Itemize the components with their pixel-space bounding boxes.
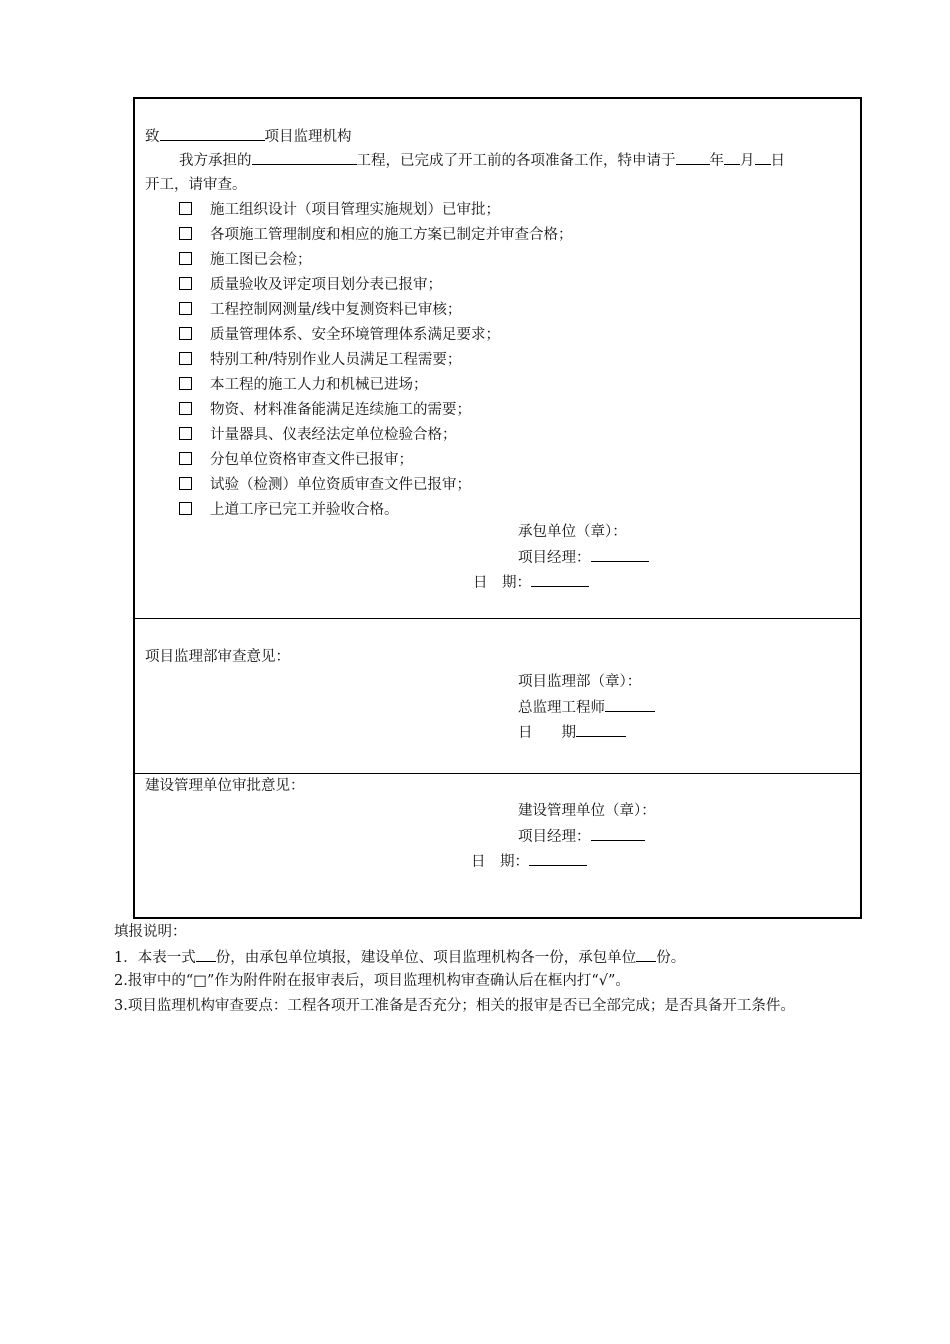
supervision-date-blank[interactable]	[576, 722, 626, 737]
note-1-text-c: 份。	[656, 950, 686, 966]
addressee-blank[interactable]	[160, 126, 265, 141]
owner-date-label: 日 期：	[471, 854, 529, 870]
supervision-date-line	[518, 722, 626, 743]
checklist-item	[179, 275, 442, 295]
to-suffix: 项目监理机构	[264, 129, 352, 145]
checkbox[interactable]	[179, 427, 192, 440]
checklist-label: 分包单位资格审查文件已报审；	[210, 452, 413, 468]
contractor-date-blank[interactable]	[531, 572, 589, 587]
checklist-item	[179, 425, 457, 445]
to-prefix: 致	[145, 129, 160, 145]
checklist-item	[179, 300, 461, 320]
checklist-label: 特别工种/特别作业人员满足工程需要；	[210, 352, 462, 368]
owner-title: 建设管理单位审批意见：	[145, 778, 305, 794]
checklist-label: 工程控制网测量/线中复测资料已审核；	[210, 302, 462, 318]
contractor-manager-line	[518, 547, 649, 568]
owner-date-blank[interactable]	[529, 851, 587, 866]
owner-date-line	[471, 851, 587, 872]
checklist-label: 上道工序已完工并验收合格。	[210, 502, 399, 518]
checkbox[interactable]	[179, 352, 192, 365]
checklist-item	[179, 500, 399, 520]
notes-title: 填报说明：	[114, 924, 187, 940]
chief-engineer-line	[518, 697, 655, 718]
checklist-label: 施工组织设计（项目管理实施规划）已审批；	[210, 202, 500, 218]
checkbox[interactable]	[179, 227, 192, 240]
intro-text-c: 开工，请审查。	[145, 177, 247, 193]
owner-manager-line	[518, 826, 645, 847]
month-label: 月	[740, 153, 755, 169]
supervision-review-section	[135, 618, 860, 774]
checkbox[interactable]	[179, 202, 192, 215]
checkbox[interactable]	[179, 302, 192, 315]
checklist-label: 试验（检测）单位资质审查文件已报审；	[210, 477, 471, 493]
day-blank[interactable]	[755, 150, 771, 165]
checklist-label: 物资、材料准备能满足连续施工的需要；	[210, 402, 471, 418]
note-3: 3.项目监理机构审查要点：工程各项开工准备是否充分；相关的报审是否已全部完成；是否具备开工条件。	[114, 998, 795, 1014]
checkbox[interactable]	[179, 277, 192, 290]
owner-manager-label: 项目经理：	[518, 829, 591, 845]
intro-text-a: 我方承担的	[179, 153, 252, 169]
checkbox[interactable]	[179, 252, 192, 265]
copies-blank[interactable]	[196, 947, 216, 962]
checkbox[interactable]	[179, 452, 192, 465]
owner-approval-section	[135, 773, 860, 917]
supervision-unit-label: 项目监理部（章）：	[518, 674, 642, 690]
note-2: 2.报审中的“□”作为附件附在报审表后，项目监理机构审查确认后在框内打“√”。	[114, 973, 630, 989]
checklist-item	[179, 250, 312, 270]
checkbox[interactable]	[179, 402, 192, 415]
intro-line-2	[145, 175, 247, 195]
checklist-item	[179, 400, 471, 420]
checkbox[interactable]	[179, 502, 192, 515]
checklist-label: 本工程的施工人力和机械已进场；	[210, 377, 428, 393]
note-1	[114, 947, 685, 968]
checklist-label: 计量器具、仪表经法定单位检验合格；	[210, 427, 457, 443]
checklist-label: 质量管理体系、安全环境管理体系满足要求；	[210, 327, 500, 343]
checklist-item	[179, 225, 573, 245]
contractor-date-line	[473, 572, 589, 593]
checklist-label: 各项施工管理制度和相应的施工方案已制定并审查合格；	[210, 227, 573, 243]
checklist-item	[179, 450, 413, 470]
checklist-label: 施工图已会检；	[210, 252, 312, 268]
month-blank[interactable]	[724, 150, 740, 165]
year-label: 年	[709, 153, 724, 169]
checklist-item	[179, 200, 500, 220]
owner-unit-label: 建设管理单位（章）：	[518, 803, 656, 819]
contractor-copies-blank[interactable]	[636, 947, 656, 962]
checklist-item	[179, 325, 500, 345]
application-section	[135, 99, 860, 619]
contractor-date-label: 日 期：	[473, 575, 531, 591]
intro-text-b: 工程，已完成了开工前的各项准备工作，特申请于	[356, 153, 676, 169]
supervision-title: 项目监理部审查意见：	[145, 649, 290, 665]
contractor-unit-label: 承包单位（章）：	[518, 524, 627, 540]
project-name-blank[interactable]	[252, 150, 357, 165]
note-1-text-a: 1．本表一式	[114, 950, 196, 966]
checklist-item	[179, 475, 471, 495]
owner-manager-blank[interactable]	[591, 826, 645, 841]
day-label: 日	[770, 153, 785, 169]
chief-engineer-blank[interactable]	[605, 697, 655, 712]
checklist-item	[179, 350, 461, 370]
intro-line	[179, 150, 785, 171]
checklist-label: 质量验收及评定项目划分表已报审；	[210, 277, 442, 293]
note-1-text-b: 份，由承包单位填报，建设单位、项目监理机构各一份，承包单位	[215, 950, 637, 966]
addressee-line	[145, 126, 352, 147]
application-form-table	[133, 97, 862, 919]
checkbox[interactable]	[179, 327, 192, 340]
contractor-manager-label: 项目经理：	[518, 550, 591, 566]
checkbox[interactable]	[179, 377, 192, 390]
checkbox[interactable]	[179, 477, 192, 490]
checklist-item	[179, 375, 428, 395]
year-blank[interactable]	[676, 150, 710, 165]
supervision-date-label: 日 期	[518, 725, 576, 741]
contractor-manager-blank[interactable]	[591, 547, 649, 562]
chief-engineer-label: 总监理工程师	[518, 700, 605, 716]
